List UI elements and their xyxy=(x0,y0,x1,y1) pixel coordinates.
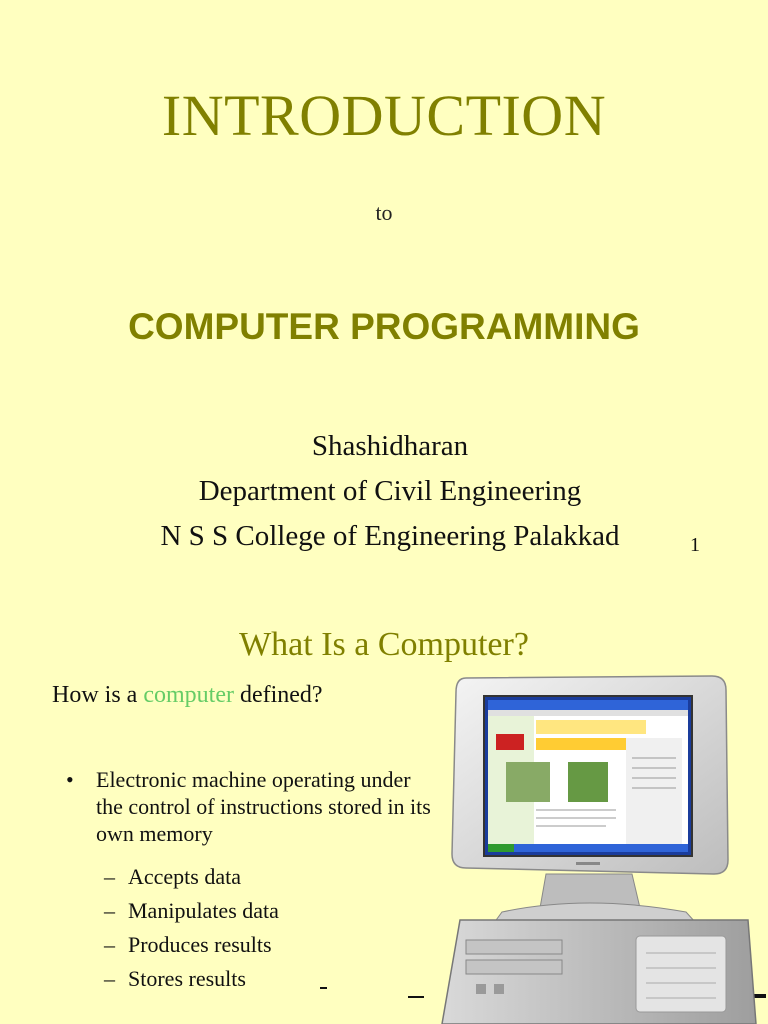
question-text xyxy=(52,682,323,709)
question-prefix: How is a xyxy=(52,682,144,708)
page-number: 1 xyxy=(690,534,700,556)
slide-what-is-computer xyxy=(0,602,768,1024)
bullet-icon: • xyxy=(66,767,74,792)
bullet-text: Electronic machine operating under the control of instructions stored in its own memory xyxy=(96,767,431,846)
sub-item-list xyxy=(104,860,279,996)
dash-icon: – xyxy=(104,898,115,923)
list-item xyxy=(104,962,279,996)
list-item xyxy=(104,860,279,894)
author-name: Shashidharan xyxy=(311,430,469,462)
slide-title: INTRODUCTION xyxy=(161,83,607,148)
slide-title: What Is a Computer? xyxy=(239,626,529,663)
question-highlight: computer xyxy=(143,682,234,708)
connector-text: to xyxy=(375,200,393,225)
list-item-label: Produces results xyxy=(128,932,272,957)
author-college: N S S College of Engineering Palakkad xyxy=(160,520,620,552)
footer-mark xyxy=(408,996,424,998)
dash-icon: – xyxy=(104,932,115,957)
author-block xyxy=(0,424,768,559)
list-item xyxy=(104,894,279,928)
footer-mark xyxy=(320,987,327,989)
list-item xyxy=(104,928,279,962)
question-suffix: defined? xyxy=(233,682,323,708)
definition-bullet xyxy=(66,766,436,847)
list-item-label: Manipulates data xyxy=(128,898,279,923)
author-department: Department of Civil Engineering xyxy=(198,475,582,507)
dash-icon: – xyxy=(104,966,115,991)
list-item-label: Accepts data xyxy=(128,864,241,889)
computer-illustration xyxy=(436,668,768,1024)
slide-subtitle: COMPUTER PROGRAMMING xyxy=(128,306,640,347)
dash-icon: – xyxy=(104,864,115,889)
list-item-label: Stores results xyxy=(128,966,246,991)
